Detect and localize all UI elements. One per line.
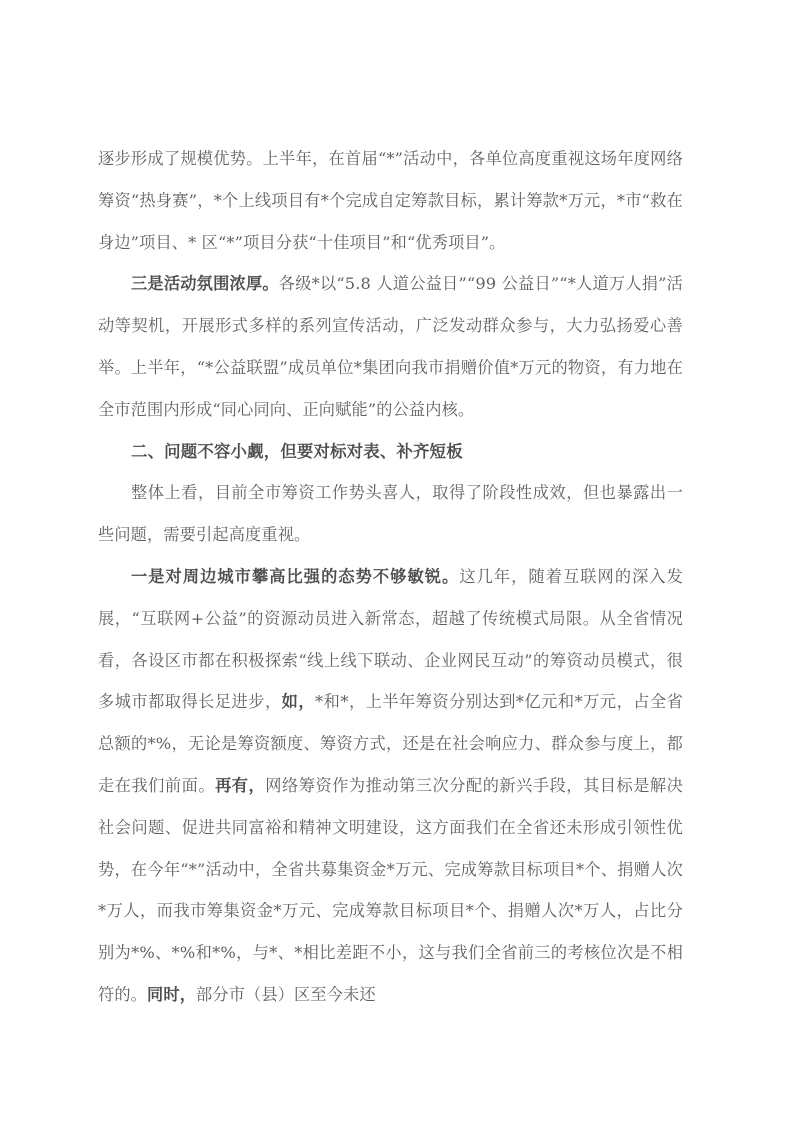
emphasis-run: 再有， xyxy=(215,775,266,795)
document-body xyxy=(98,138,683,1016)
text-run: 逐步形成了规模优势。上半年，在首届“*”活动中，各单位高度重视这场年度网络筹资“热身赛”，*个上线项目有*个完成自定筹款目标，累计筹款*万元，*市“救在身边”项目、* 区“*”项目分获“十佳项目”和“优秀项目”。 xyxy=(98,149,683,252)
emphasis-run: 一是对周边城市攀高比强的态势不够敏锐。 xyxy=(131,566,460,586)
emphasis-run: 三是活动氛围浓厚。 xyxy=(131,274,279,294)
body-paragraph xyxy=(98,472,683,556)
body-paragraph xyxy=(98,138,683,263)
text-run: 网络筹资作为推动第三次分配的新兴手段，其目标是解决社会问题、促进共同富裕和精神文明建设，这方面我们在全省还未形成引领性优势，在今年“*”活动中，全省共募集资金*万元、完成筹款目标项目*个、捐赠人次*万人，而我市筹集资金*万元、完成筹款目标项目*个、捐赠人次*万人，占比分别为*%、*%和*%，与*、*相比差距不小，这与我们全省前三的考核位次是不相符的。 xyxy=(98,775,683,1004)
text-run: 这几年，随着互联网的深入发展，“互联网+公益”的资源动员进入新常态，超越了传统模式局限。从全省情况看，各设区市都在积极探索“线上线下联动、企业网民互动”的筹资动员模式，很多城市都取得长足进步， xyxy=(98,566,683,712)
text-run: 部分市（县）区至今未还 xyxy=(196,984,376,1004)
section-heading xyxy=(98,431,683,473)
emphasis-run: 二、问题不容小觑，但要对标对表、补齐短板 xyxy=(131,441,463,461)
emphasis-run: 如， xyxy=(281,692,316,712)
body-paragraph xyxy=(98,556,683,1016)
body-paragraph xyxy=(98,263,683,430)
text-run: *和*，上半年筹资分别达到*亿元和*万元，占全省总额的*%，无论是筹资额度、筹资方式，还是在社会响应力、群众参与度上，都走在我们前面。 xyxy=(98,692,683,795)
text-run: 各级*以“5.8 人道公益日”“99 公益日”“*人道万人捐”活动等契机，开展形式多样的系列宣传活动，广泛发动群众参与，大力弘扬爱心善举。上半年，“*公益联盟”成员单位*集团向我市捐赠价值*万元的物资，有力地在全市范围内形成“同心同向、正向赋能”的公益内核。 xyxy=(98,274,683,419)
text-run: 整体上看，目前全市筹资工作势头喜人，取得了阶段性成效，但也暴露出一些问题，需要引起高度重视。 xyxy=(98,483,683,545)
emphasis-run: 同时， xyxy=(147,984,197,1004)
